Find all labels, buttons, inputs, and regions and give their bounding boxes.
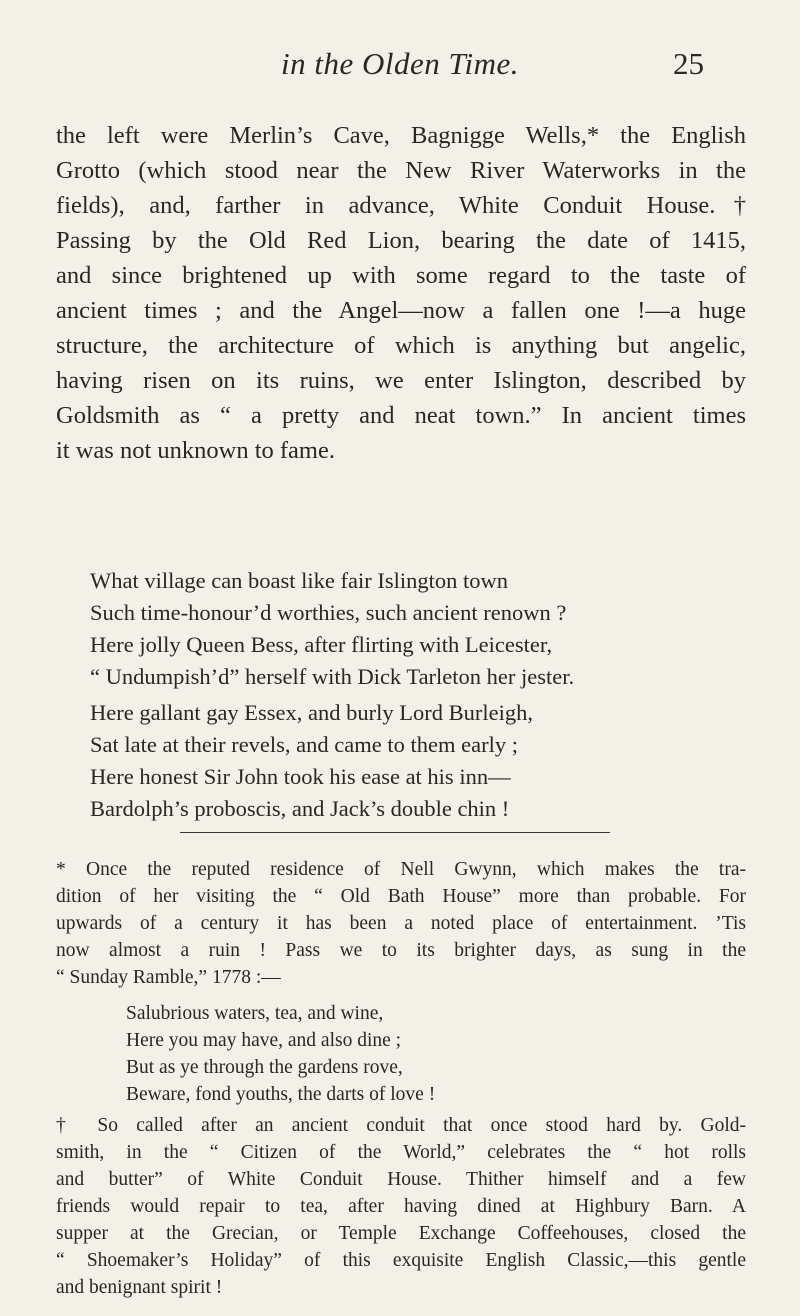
verse-line: Here honest Sir John took his ease at his inn—: [90, 764, 511, 789]
verse-line: “ Undumpish’d” herself with Dick Tarleton her jester.: [90, 664, 575, 689]
paragraph-line: Passing by the Old Red Lion, bearing the date of 1415,: [56, 227, 746, 254]
verse-line: Sat late at their revels, and came to them early ;: [90, 732, 518, 757]
paragraph-line: ancient times ; and the Angel—now a fallen one !—a huge: [56, 297, 746, 324]
paragraph-line: it was not unknown to fame.: [56, 437, 335, 464]
main-paragraph: [56, 118, 746, 468]
paragraph-line: Grotto (which stood near the New River Waterworks in the: [56, 157, 746, 184]
footnote-line: now almost a ruin ! Pass we to its brighter days, as sung in the: [56, 940, 746, 961]
paragraph-line: fields), and, farther in advance, White Conduit House.†: [56, 192, 746, 219]
footnote-line: † So called after an ancient conduit that once stood hard by. Gold-: [56, 1115, 746, 1136]
verse-line: What village can boast like fair Islington town: [90, 568, 509, 593]
footnote-line: upwards of a century it has been a noted place of entertainment. ’Tis: [56, 913, 746, 934]
paragraph-line: Goldsmith as “ a pretty and neat town.” In ancient times: [56, 402, 746, 429]
paragraph-line: having risen on its ruins, we enter Islington, described by: [56, 367, 746, 394]
footnote-verse-line: Beware, fond youths, the darts of love !: [126, 1084, 436, 1105]
verse-stanza-2: [90, 697, 690, 825]
footnote-line: * Once the reputed residence of Nell Gwynn, which makes the tra-: [56, 859, 746, 880]
footnote-line: dition of her visiting the “ Old Bath House” more than probable. For: [56, 886, 746, 907]
footnote-divider: [180, 832, 610, 833]
page-number: 25: [673, 46, 704, 81]
verse-line: Here gallant gay Essex, and burly Lord Burleigh,: [90, 700, 534, 725]
footnote-verse-line: But as ye through the gardens rove,: [126, 1057, 403, 1078]
footnote-line: and benignant spirit !: [56, 1277, 223, 1298]
footnote-verse-line: Salubrious waters, tea, and wine,: [126, 1003, 384, 1024]
footnote-verse: [126, 1000, 435, 1108]
footnote-line: “ Shoemaker’s Holiday” of this exquisite English Classic,—this gentle: [56, 1250, 746, 1271]
footnote-line: and butter” of White Conduit House. Thither himself and a few: [56, 1169, 746, 1190]
footnote-line: smith, in the “ Citizen of the World,” celebrates the “ hot rolls: [56, 1142, 746, 1163]
footnote-line: friends would repair to tea, after having dined at Highbury Barn. A: [56, 1196, 746, 1217]
paragraph-line: the left were Merlin’s Cave, Bagnigge Wells,* the English: [56, 122, 746, 149]
verse-line: Such time-honour’d worthies, such ancient renown ?: [90, 600, 567, 625]
verse-stanza-1: [90, 565, 690, 693]
paragraph-line: and since brightened up with some regard to the taste of: [56, 262, 746, 289]
paragraph-line: structure, the architecture of which is anything but angelic,: [56, 332, 746, 359]
running-title: in the Olden Time.: [280, 46, 520, 81]
running-head: [0, 46, 800, 86]
footnote-line: “ Sunday Ramble,” 1778 :—: [56, 967, 281, 988]
footnote-2: [56, 1112, 746, 1301]
verse-line: Bardolph’s proboscis, and Jack’s double chin !: [90, 796, 510, 821]
footnote-verse-line: Here you may have, and also dine ;: [126, 1030, 402, 1051]
footnote-1: [56, 856, 746, 991]
verse-line: Here jolly Queen Bess, after flirting with Leicester,: [90, 632, 553, 657]
footnote-line: supper at the Grecian, or Temple Exchange Coffeehouses, closed the: [56, 1223, 746, 1244]
